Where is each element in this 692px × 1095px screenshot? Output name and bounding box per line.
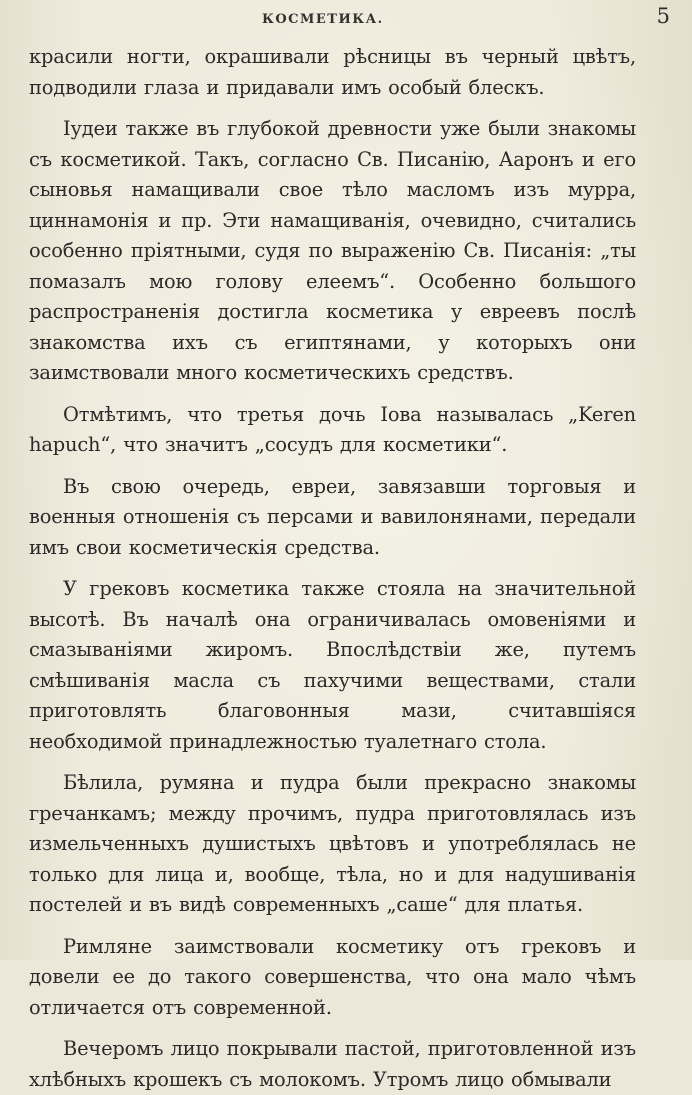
body-text (29, 42, 636, 1095)
running-title: КОСМЕТИКА. (262, 12, 384, 27)
paragraph: Римляне заимствовали косметику отъ грековъ и довели ее до такого совершенства, что она мало чѣмъ отличается отъ современной. (29, 934, 636, 1019)
paragraph: красили ногти, окрашивали рѣсницы въ черный цвѣтъ, подводили глаза и придавали имъ особый блескъ. (29, 45, 636, 99)
paragraph: У грековъ косметика также стояла на значительной высотѣ. Въ началѣ она ограничивалась омовеніями и смазываніями жиромъ. Впослѣдствіи же, путемъ смѣшиванія масла съ пахучими веществами, стали приготовлять благовонныя мази, считавшіяся необходимой принадлежностью туалетнаго стола. (29, 577, 636, 753)
paragraph: Бѣлила, румяна и пудра были прекрасно знакомы гречанкамъ; между прочимъ, пудра приготовлялась изъ измельченныхъ душистыхъ цвѣтовъ и употреблялась не только для лица и, вообще, тѣла, но и для надушиванія постелей и въ видѣ современныхъ „саше“ для платья. (29, 771, 636, 916)
paragraph: Отмѣтимъ, что третья дочь Іова называлась „Keren hapuch“, что значитъ „сосудъ для косметики“. (29, 402, 636, 456)
page-header (29, 0, 670, 42)
paragraph: Іудеи также въ глубокой древности уже были знакомы съ косметикой. Такъ, согласно Св. Писанію, Ааронъ и его сыновья намащивали свое тѣло масломъ изъ мурра, циннамонія и пр. Эти намащиванія, очевидно, считались особенно пріятными, судя по выраженію Св. Писанія: „ты помазалъ мою голову елеемъ“. Особенно большого распространенія достигла косметика у евреевъ послѣ знакомства ихъ съ египтянами, у которыхъ они заимствовали много косметическихъ средствъ. (29, 117, 636, 384)
page-number: 5 (656, 4, 670, 28)
paragraph: Въ свою очередь, евреи, завязавши торговыя и военныя отношенія съ персами и вавилонянами, передали имъ свои косметическія средства. (29, 474, 636, 559)
paragraph: Вечеромъ лицо покрывали пастой, приготовленной изъ хлѣбныхъ крошекъ съ молокомъ. Утромъ лицо обмывали (29, 1037, 636, 1091)
